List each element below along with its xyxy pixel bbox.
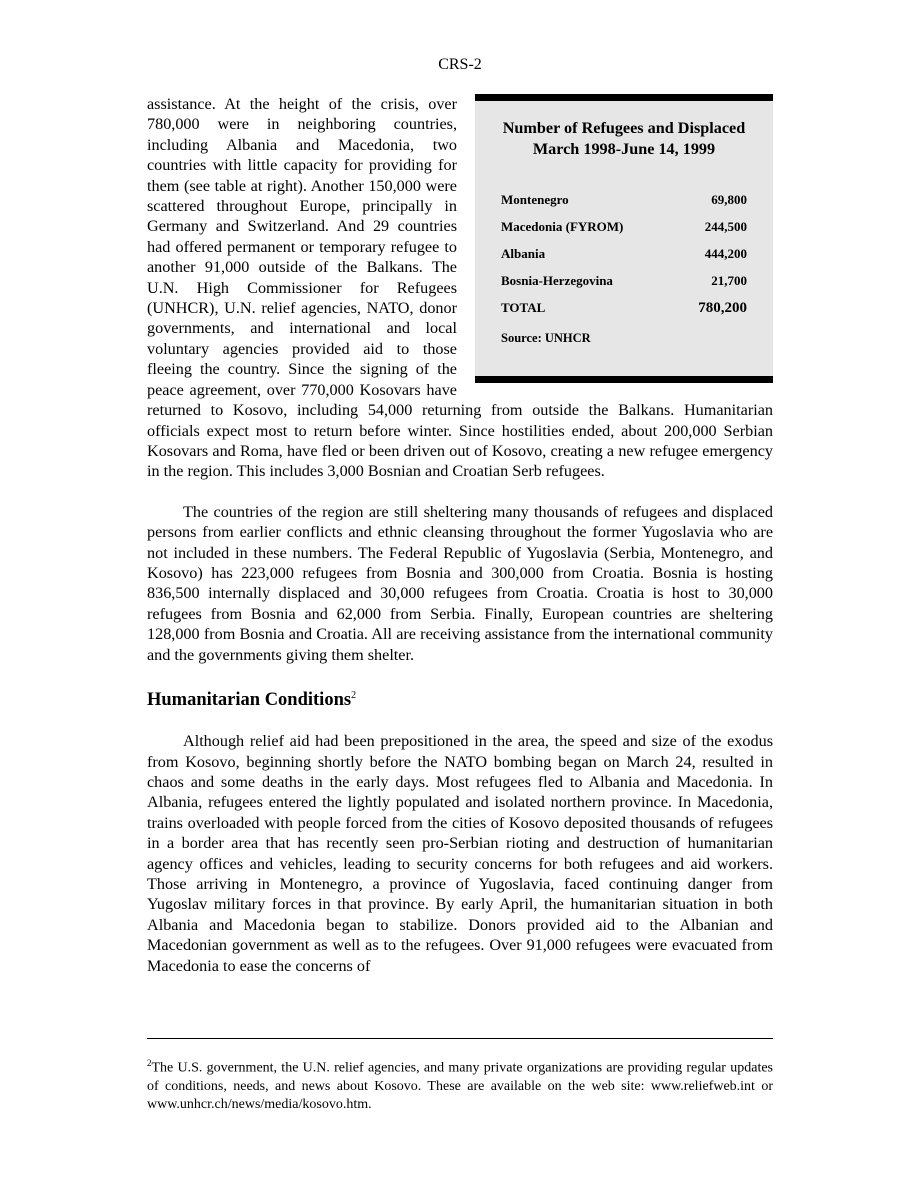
page-header: CRS-2 xyxy=(438,56,482,73)
body-paragraph-2: The countries of the region are still sheltering many thousands of refugees and displaced persons from earlier conflicts and ethnic cleansing throughout the former Yugoslavia who are not included in these numbers. The Federal Republic of Yugoslavia (Serbia, Montenegro, and Kosovo) has 223,000 refugees from Bosnia and 300,000 from Croatia. Bosnia is hosting 836,500 internally displaced and 30,000 refugees from Croatia. Croatia is host to 30,000 refugees from Bosnia and 62,000 from Serbia. Finally, European countries are sheltering 128,000 from Bosnia and Croatia. All are receiving assistance from the international community and the governments giving them shelter. xyxy=(147,502,773,664)
table-row xyxy=(501,187,747,214)
footnote xyxy=(147,1054,773,1114)
footnote-marker: 2 xyxy=(147,1058,152,1068)
country-cell: Macedonia (FYROM) xyxy=(501,219,624,235)
value-cell: 444,200 xyxy=(704,246,747,262)
total-row xyxy=(501,295,747,322)
table-source: Source: UNHCR xyxy=(501,331,591,345)
section-heading-text: Humanitarian Conditions xyxy=(147,690,352,711)
table-row xyxy=(501,268,747,295)
refugee-table-title xyxy=(501,118,747,159)
total-label: TOTAL xyxy=(501,300,546,316)
country-cell: Bosnia-Herzegovina xyxy=(501,273,613,289)
table-row xyxy=(501,241,747,268)
table-row xyxy=(501,214,747,241)
footnote-divider xyxy=(147,1038,773,1039)
main-content xyxy=(147,94,773,976)
refugee-table-title-line1: Number of Refugees and Displaced xyxy=(502,119,746,137)
value-cell: 21,700 xyxy=(711,273,747,289)
refugee-table-title-line2: March 1998-June 14, 1999 xyxy=(532,139,716,158)
body-paragraph-3: Although relief aid had been prepositioned in the area, the speed and size of the exodus from Kosovo, beginning shortly before the NATO bombing began on March 24, resulted in chaos and some deaths in the early days. Most refugees fled to Albania and Macedonia. In Albania, refugees entered the lightly populated and isolated northern province. In Macedonia, trains overloaded with people forced from the cities of Kosovo deposited thousands of refugees in a border area that has recently seen pro-Serbian rioting and destruction of humanitarian agency offices and vehicles, leading to security concerns for both refugees and aid workers. Those arriving in Montenegro, a province of Yugoslavia, faced continuing danger from Yugoslav military forces in that province. By early April, the humanitarian situation in both Albania and Macedonia began to stabilize. Donors provided aid to the Albanian and Macedonian government as well as to the refugees. Over 91,000 refugees were evacuated from Macedonia to ease the concerns of xyxy=(147,732,773,975)
value-cell: 69,800 xyxy=(711,192,747,208)
refugee-table-box xyxy=(475,94,773,383)
total-value: 780,200 xyxy=(698,300,747,317)
body-paragraph-1: assistance. At the height of the crisis, over 780,000 were in neighboring countries, including Albania and Macedonia, two countries with little capacity for providing for them (see table at right). Another 150,000 were scattered throughout Europe, principally in Germany and Switzerland. And 29 countries had offered permanent or temporary refugee to another 91,000 outside of the Balkans. The U.N. High Commissioner for Refugees (UNHCR), U.N. relief agencies, NATO, donor governments, and international and local voluntary agencies provided aid to those fleeing the country. Since the signing of the peace agreement, over 770,000 Kosovars have returned to Kosovo, including 54,000 returning from outside the Balkans. Humanitarian officials expect most to return before winter. Since hostilities ended, about 200,000 Serbian Kosovars and Roma, have fled or been driven out of Kosovo, creating a new refugee emergency in the region. This includes 3,000 Bosnian and Croatian Serb refugees. xyxy=(147,95,773,481)
value-cell: 244,500 xyxy=(704,219,747,235)
footnote-text: The U.S. government, the U.N. relief agencies, and many private organizations are providing regular updates of conditions, needs, and news about Kosovo. These are available on the web site: www.reliefweb.int or www.unhcr.ch/news/media/kosovo.htm. xyxy=(147,1060,773,1113)
section-heading xyxy=(147,685,773,711)
footnote-reference: 2 xyxy=(351,689,357,701)
refugee-table xyxy=(501,187,747,322)
country-cell: Albania xyxy=(501,246,546,262)
country-cell: Montenegro xyxy=(501,192,569,208)
